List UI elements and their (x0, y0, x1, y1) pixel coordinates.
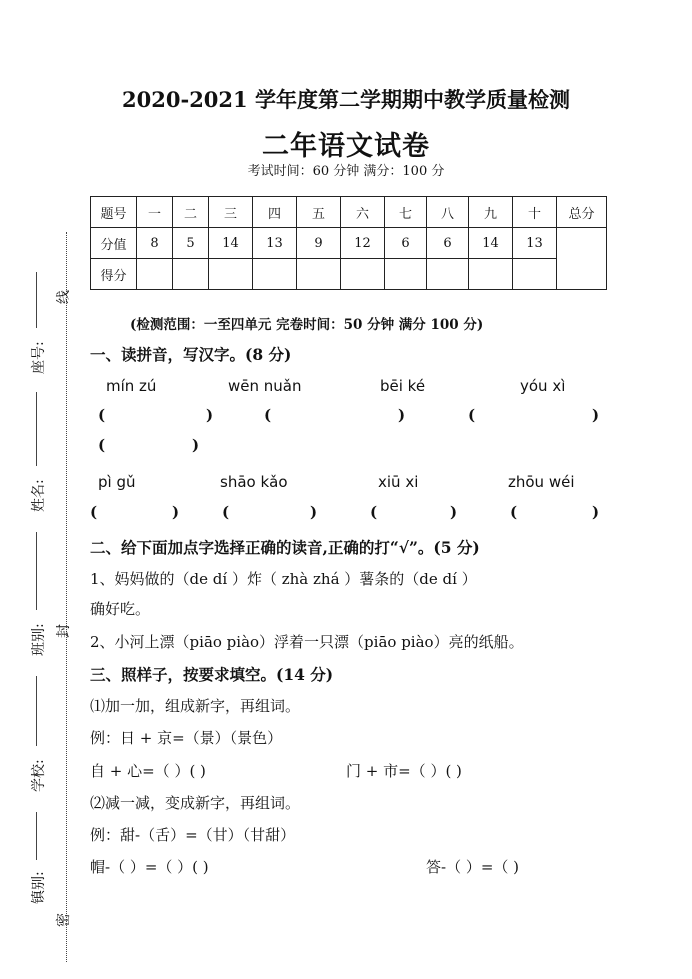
part2-example: 例：甜-（舌）=（甘）（甘甜） (90, 826, 296, 844)
score-value: 6 (427, 228, 469, 259)
answer-close[interactable]: ) (192, 436, 200, 454)
score-value: 5 (173, 228, 209, 259)
pinyin-item: shāo kǎo (220, 473, 288, 491)
score-table (90, 196, 607, 290)
answer-close[interactable]: ) (592, 406, 600, 424)
seal-mark-line: 线 (56, 290, 72, 304)
name-field[interactable] (36, 392, 37, 466)
column-header: 五 (297, 197, 341, 228)
table-row (91, 197, 607, 228)
answer-close[interactable]: ) (450, 503, 458, 521)
score-value: 8 (137, 228, 173, 259)
score-value: 13 (253, 228, 297, 259)
answer-close[interactable]: ) (592, 503, 600, 521)
section1-heading: 一、读拼音，写汉字。(8 分) (90, 345, 292, 364)
seat-field[interactable] (36, 272, 37, 328)
class-label: 班别: (31, 623, 47, 656)
answer-open[interactable]: ( (468, 406, 476, 424)
column-header: 一 (137, 197, 173, 228)
answer-open[interactable]: ( (222, 503, 230, 521)
exam-scope: (检测范围：一至四单元 完卷时间：50 分钟 满分 100 分) (130, 317, 484, 333)
score-cell[interactable] (341, 259, 385, 290)
score-value: 14 (209, 228, 253, 259)
section3-heading: 三、照样子，按要求填空。(14 分) (90, 665, 334, 684)
answer-open[interactable]: ( (510, 503, 518, 521)
column-header: 七 (385, 197, 427, 228)
answer-close[interactable]: ) (206, 406, 214, 424)
pinyin-item: wēn nuǎn (228, 377, 302, 395)
answer-close[interactable]: ) (310, 503, 318, 521)
score-value: 9 (297, 228, 341, 259)
name-label: 姓名: (31, 479, 47, 512)
column-header: 九 (469, 197, 513, 228)
part1-example: 例：日 + 京=（景）（景色） (90, 729, 283, 747)
score-cell[interactable] (469, 259, 513, 290)
answer-close[interactable]: ) (172, 503, 180, 521)
seat-label: 座号: (31, 341, 47, 374)
total-score-cell[interactable] (557, 228, 607, 290)
score-value: 6 (385, 228, 427, 259)
pinyin-item: xiū xi (378, 473, 419, 491)
question-2-1-cont: 确好吃。 (90, 600, 151, 618)
column-header: 八 (427, 197, 469, 228)
score-value: 14 (469, 228, 513, 259)
answer-open[interactable]: ( (90, 503, 98, 521)
table-row (91, 228, 607, 259)
total-header: 总分 (557, 197, 607, 228)
town-label: 镇别: (31, 871, 47, 904)
score-value: 12 (341, 228, 385, 259)
answer-open[interactable]: ( (370, 503, 378, 521)
score-cell[interactable] (209, 259, 253, 290)
question-2-1: 1、妈妈做的（de dí ）炸（ zhà zhá ）薯条的（de dí ） (90, 570, 477, 588)
part2-title: ⑵减一减，变成新字，再组词。 (90, 794, 301, 812)
row-label: 题号 (91, 197, 137, 228)
part1-question[interactable]: 自 + 心=（ ）( ) (90, 762, 206, 780)
part1-title: ⑴加一加，组成新字，再组词。 (90, 697, 301, 715)
pinyin-item: pì gǔ (98, 473, 136, 491)
score-cell[interactable] (173, 259, 209, 290)
exam-title: 2020-2021 学年度第二学期期中教学质量检测 (122, 87, 570, 112)
school-label: 学校: (31, 759, 47, 792)
table-row (91, 259, 607, 290)
column-header: 十 (513, 197, 557, 228)
exam-subtitle: 二年语文试卷 (262, 131, 430, 162)
answer-close[interactable]: ) (398, 406, 406, 424)
answer-open[interactable]: ( (98, 436, 106, 454)
answer-open[interactable]: ( (264, 406, 272, 424)
school-field[interactable] (36, 676, 37, 746)
class-field[interactable] (36, 532, 37, 610)
score-value: 13 (513, 228, 557, 259)
exam-info: 考试时间：60 分钟 满分：100 分 (247, 164, 445, 179)
score-cell[interactable] (297, 259, 341, 290)
score-cell[interactable] (427, 259, 469, 290)
part2-question[interactable]: 帽-（ ）=（ ）( ) (90, 858, 209, 876)
column-header: 六 (341, 197, 385, 228)
binding-dotted-line (66, 232, 67, 962)
seal-mark-secret: 密 (56, 913, 72, 927)
column-header: 三 (209, 197, 253, 228)
answer-open[interactable]: ( (98, 406, 106, 424)
part1-question[interactable]: 门 + 市=（ ）( ) (346, 762, 462, 780)
row-label: 得分 (91, 259, 137, 290)
score-cell[interactable] (385, 259, 427, 290)
section2-heading: 二、给下面加点字选择正确的读音,正确的打“√”。(5 分) (90, 538, 480, 557)
score-cell[interactable] (513, 259, 557, 290)
score-cell[interactable] (253, 259, 297, 290)
row-label: 分值 (91, 228, 137, 259)
pinyin-item: zhōu wéi (508, 473, 575, 491)
score-cell[interactable] (137, 259, 173, 290)
column-header: 二 (173, 197, 209, 228)
column-header: 四 (253, 197, 297, 228)
question-2-2: 2、小河上漂（piāo piào）浮着一只漂（piāo piào）亮的纸船。 (90, 633, 524, 651)
town-field[interactable] (36, 812, 37, 860)
pinyin-item: bēi ké (380, 377, 426, 395)
seal-mark-seal: 封 (56, 624, 72, 638)
pinyin-item: mín zú (106, 377, 157, 395)
part2-question[interactable]: 答-（ ）=（ ) (426, 858, 520, 876)
pinyin-item: yóu xì (520, 377, 566, 395)
